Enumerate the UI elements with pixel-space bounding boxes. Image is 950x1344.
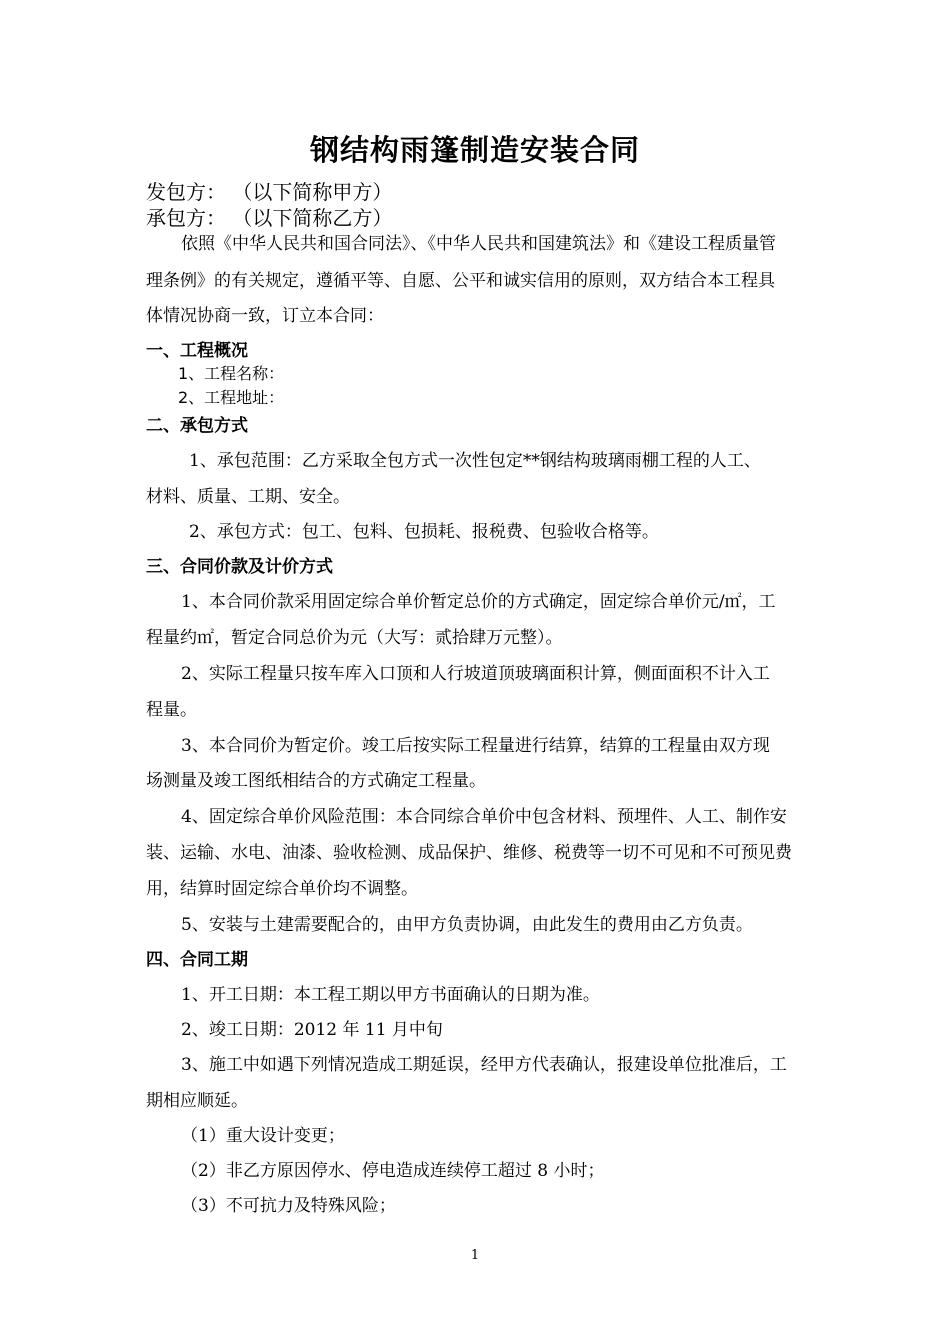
delay-condition-1: （1）重大设计变更； bbox=[181, 1126, 345, 1146]
section-3-p5: 5、安装与土建需要配合的，由甲方负责协调，由此发生的费用由乙方负责。 bbox=[181, 915, 753, 935]
section-3-p1-line-2: 程量约㎡，暂定合同总价为元（大写：贰拾肆万元整）。 bbox=[146, 628, 563, 648]
section-2-p2: 2、承包方式：包工、包料、包损耗、报税费、包验收合格等。 bbox=[189, 522, 659, 542]
section-4-p3-line-1: 3、施工中如遇下列情况造成工期延误，经甲方代表确认，报建设单位批准后，工 bbox=[181, 1055, 787, 1075]
section-4-p1: 1、开工日期：本工程工期以甲方书面确认的日期为准。 bbox=[181, 985, 600, 1005]
section-3-p1-line-1: 1、本合同价款采用固定综合单价暂定总价的方式确定，固定综合单价元/㎡，工 bbox=[181, 592, 776, 612]
party-b-line: 承包方： （以下简称乙方） bbox=[146, 206, 393, 230]
section-3-p2-line-2: 程量。 bbox=[146, 700, 197, 720]
section-2-p1-line-1: 1、承包范围：乙方采取全包方式一次性包定**钢结构玻璃雨棚工程的人工、 bbox=[189, 451, 761, 471]
section-3-p4-line-2: 装、运输、水电、油漆、验收检测、成品保护、维修、税费等一切不可见和不可预见费 bbox=[146, 843, 792, 863]
section-4-p3-line-2: 期相应顺延。 bbox=[146, 1091, 248, 1111]
section-3-p4-line-3: 用，结算时固定综合单价均不调整。 bbox=[146, 879, 418, 899]
section-2-p1-line-2: 材料、质量、工期、安全。 bbox=[146, 487, 350, 507]
section-4-heading: 四、合同工期 bbox=[146, 950, 248, 970]
document-title: 钢结构雨篷制造安装合同 bbox=[309, 133, 640, 167]
section-2-heading: 二、承包方式 bbox=[146, 416, 248, 436]
section-3-p2-line-1: 2、实际工程量只按车库入口顶和人行坡道顶玻璃面积计算，侧面面积不计入工 bbox=[181, 664, 770, 684]
section-3-p3-line-1: 3、本合同价为暂定价。竣工后按实际工程量进行结算，结算的工程量由双方现 bbox=[181, 736, 770, 756]
section-1-heading: 一、工程概况 bbox=[146, 341, 248, 361]
intro-line-3: 体情况协商一致，订立本合同： bbox=[146, 306, 384, 326]
intro-line-1: 依照《中华人民共和国合同法》、《中华人民共和国建筑法》和《建设工程质量管 bbox=[181, 234, 776, 254]
page-number: 1 bbox=[470, 1248, 480, 1263]
section-3-heading: 三、合同价款及计价方式 bbox=[146, 557, 333, 577]
delay-condition-3: （3）不可抗力及特殊风险； bbox=[181, 1196, 396, 1216]
delay-condition-2: （2）非乙方原因停水、停电造成连续停工超过 8 小时； bbox=[181, 1161, 605, 1181]
section-3-p3-line-2: 场测量及竣工图纸相结合的方式确定工程量。 bbox=[146, 771, 486, 791]
project-address-line: 2、工程地址： bbox=[178, 388, 285, 407]
section-4-p2: 2、竣工日期：2012 年 11 月中旬 bbox=[181, 1020, 443, 1040]
section-3-p4-line-1: 4、固定综合单价风险范围：本合同综合单价中包含材料、预埋件、人工、制作安 bbox=[181, 807, 787, 827]
intro-line-2: 理条例》的有关规定，遵循平等、自愿、公平和诚实信用的原则，双方结合本工程具 bbox=[146, 271, 775, 291]
party-a-line: 发包方： （以下简称甲方） bbox=[146, 180, 393, 204]
project-name-line: 1、工程名称： bbox=[178, 364, 285, 383]
